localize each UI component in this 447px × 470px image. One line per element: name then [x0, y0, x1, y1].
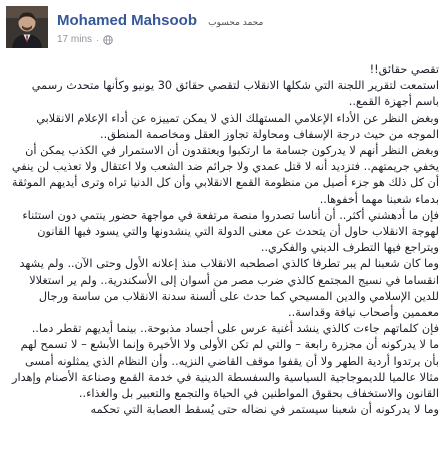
author-row [57, 10, 263, 29]
post-paragraph: وما لا يدركونه أن شعبنا سيستمر في نضاله حتى يُسقط العصابة التي تحكمه [90, 403, 439, 417]
post-paragraph: ما لا يدركونه أن مجزرة رابعة – والتي لم تكن الأولى ولا الأخيرة وإنما الأبشع – لا تسمح لهم بأن يرتدوا أردية الطهر ولا أن يقفوا موقف القاضي النزيه.. وأن النظام الذي يمثلونه أمسى مثالا عالميا للديموجاجية السياسية والسفسطة الدينية في خدمة القمع وصناعة الأصنام وإهدار القانون والاستخفاف بحقوق المواطنين في الحياة والتجمع والتعبير بل والغذاء.. [11, 338, 439, 401]
separator-dot: · [96, 34, 100, 45]
post-paragraph: فإن ما أدهشني أكثر.. أن أناسا تصدروا منصة مرتفعة في مواجهة حضور ينتمي دون استثناء لهوجة الانقلاب حاول أن يتحدث عن معنى الدولة التي ينشدونها والتي يسود فيها القانون ويتراجع فيها التطرف الديني والفكري.. [22, 208, 439, 255]
post-paragraph: فإن كلماتهم جاءت كالذي ينشد أغنية عرس على أجساد مذبوحة.. بينما أيديهم تقطر دما.. [31, 322, 439, 336]
avatar[interactable] [6, 6, 48, 48]
post-paragraph: وبغض النظر أنهم لا يدركون جسامة ما ارتكبوا ويعتقدون أن الاستمرار في الكذب يمكن أن يخفي جريمتهم.. فتزديد أنه لا قتل عمدي ولا جرائم ضد الشعب ولا اعتقال ولا تعذيب لن ينفي أن كل ذلك هو جزء أصيل من منظومة القمع الانقلابي وأن كل الدنيا تراه وترى أيديهم الموثقة بدماء شعبنا مهما أخفوها.. [11, 144, 439, 206]
globe-icon[interactable] [103, 35, 113, 45]
post-timestamp[interactable]: 17 mins [57, 34, 93, 45]
post-meta [57, 34, 113, 45]
author-name-arabic: محمد محسوب [208, 18, 264, 28]
post-paragraph: وبغض النظر عن الأداء الإعلامي المستهلك الذي لا يمكن تمييزه عن أداء الإعلام الانقلابي الموجه من حيث درجة الإسفاف ومحاولة تجاوز العقل ومخاصمة المنطق.. [36, 111, 439, 141]
post-paragraph: وما كان شعبنا لم يبر تطرفا كالذي اصطحبه الانقلاب منذ إعلانه الأول وحتى الآن.. ولم يشهد انقساما في نسيج المجتمع كالذي ضرب مصر من أسوان إلى الأسكندرية.. ولم ير استغلالا للدين الإسلامي والدين المسيحي كما حدث على ألسنة سدنة الانقلاب من ساسة ورجال معممين وأصحاب نيافة وقداسة.. [19, 257, 439, 320]
post-body [8, 62, 439, 418]
author-name-link[interactable]: Mohamed Mahsoob [57, 12, 198, 29]
post-header [6, 6, 437, 50]
post-paragraph: تقصي حقائق!! استمعت لتقرير اللجنة التي شكلها الانقلاب لتقصي حقائق 30 يونيو وكأنها متحدث رسمي باسم أجهزة القمع.. [31, 63, 439, 109]
